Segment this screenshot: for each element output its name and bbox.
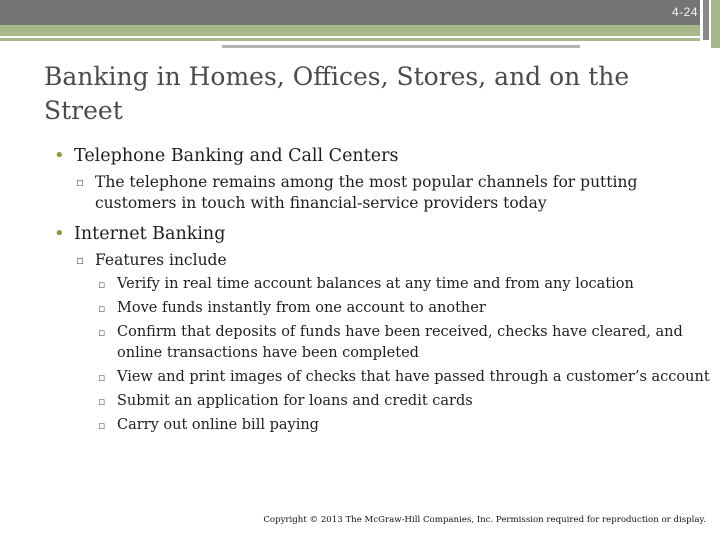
slide-body bbox=[0, 142, 720, 436]
list-item-text: Features include bbox=[95, 251, 227, 269]
sub-list-item bbox=[98, 367, 720, 388]
square-bullet-icon: ▫ bbox=[98, 371, 106, 384]
list-item bbox=[76, 250, 720, 271]
list-item bbox=[76, 172, 720, 214]
bullet-icon: • bbox=[54, 223, 65, 244]
corner-stripe-grey bbox=[703, 0, 709, 40]
square-bullet-icon: ▫ bbox=[98, 419, 106, 432]
slide-title: Banking in Homes, Offices, Stores, and on the Street bbox=[44, 62, 630, 125]
sub-list-item bbox=[98, 415, 720, 436]
square-bullet-icon: ▫ bbox=[76, 175, 85, 189]
section-heading-text: Internet Banking bbox=[74, 224, 226, 244]
sub-list-item bbox=[98, 391, 720, 412]
sub-list-item-text: Carry out online bill paying bbox=[117, 417, 319, 433]
header-accent-line bbox=[0, 38, 700, 41]
sub-list-item-text: Verify in real time account balances at any time and from any location bbox=[117, 276, 634, 292]
sub-list-item bbox=[98, 274, 720, 295]
sub-list-item-text: Move funds instantly from one account to another bbox=[117, 300, 486, 316]
list-item-text: The telephone remains among the most popular channels for putting customers in touch with financial-service providers today bbox=[95, 173, 638, 212]
section-heading bbox=[54, 222, 720, 246]
square-bullet-icon: ▫ bbox=[98, 326, 106, 339]
square-bullet-icon: ▫ bbox=[98, 395, 106, 408]
header-grey-line bbox=[222, 45, 580, 48]
section-heading-text: Telephone Banking and Call Centers bbox=[74, 146, 399, 166]
sub-list-item bbox=[98, 322, 720, 364]
corner-stripe-green bbox=[711, 0, 720, 48]
header-accent-band bbox=[0, 25, 700, 36]
section-heading bbox=[54, 144, 720, 168]
copyright-footer: Copyright © 2013 The McGraw-Hill Companies, Inc. Permission required for reproduction or display. bbox=[263, 515, 706, 525]
sub-list-item bbox=[98, 298, 720, 319]
square-bullet-icon: ▫ bbox=[98, 302, 106, 315]
square-bullet-icon: ▫ bbox=[76, 253, 85, 267]
sub-list-item-text: View and print images of checks that have passed through a customer’s account bbox=[117, 369, 710, 385]
sub-list-item-text: Submit an application for loans and credit cards bbox=[117, 393, 473, 409]
square-bullet-icon: ▫ bbox=[98, 278, 106, 291]
header-bar bbox=[0, 0, 700, 25]
slide-number: 4-24 bbox=[671, 5, 698, 19]
bullet-icon: • bbox=[54, 145, 65, 166]
sub-list-item-text: Confirm that deposits of funds have been received, checks have cleared, and online transactions have been completed bbox=[117, 324, 683, 361]
